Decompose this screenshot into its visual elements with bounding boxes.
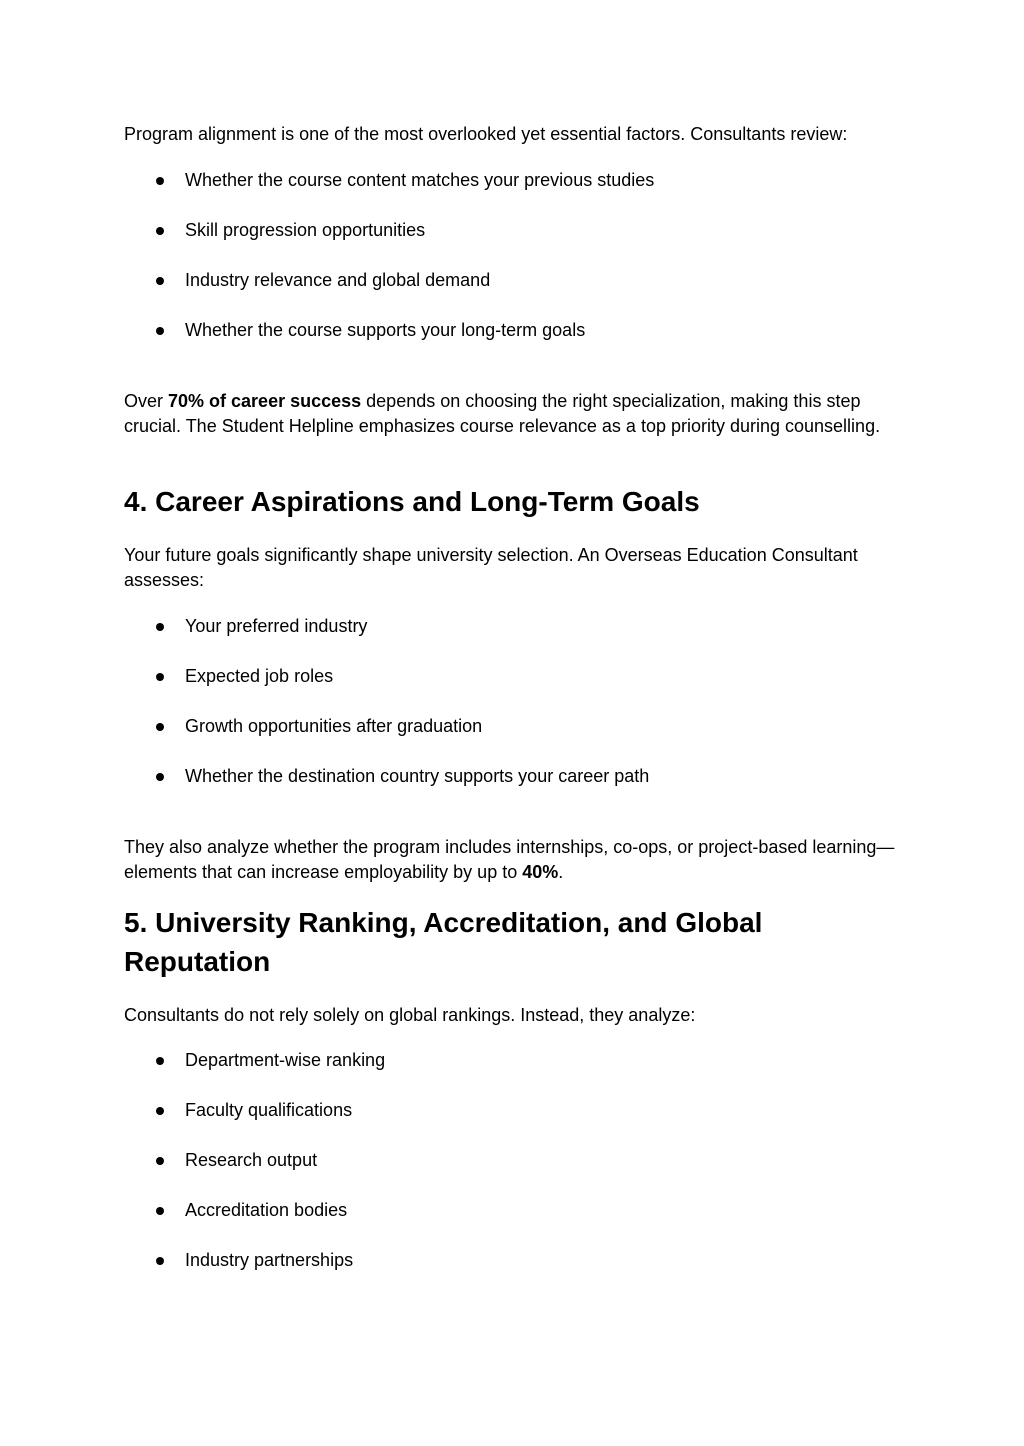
bullet-icon [156,1157,164,1165]
bullet-icon [156,327,164,335]
section4-closing-paragraph: They also analyze whether the program includes internships, co-ops, or project-based learning—elements that can increase employability by up to 40%. [124,837,895,882]
bullet-icon [156,673,164,681]
bullet-icon [156,277,164,285]
bullet-icon [156,1257,164,1265]
bullet-icon [156,177,164,185]
bullet-icon [156,1107,164,1115]
bullet-icon [156,723,164,731]
bullet-icon [156,623,164,631]
section4-heading: 4. Career Aspirations and Long-Term Goals [124,486,700,517]
section5-heading: 5. University Ranking, Accreditation, and Global Reputation [124,907,763,977]
bullet-icon [156,1207,164,1215]
section5-intro: Consultants do not rely solely on global rankings. Instead, they analyze: [124,1005,696,1025]
section3-intro: Program alignment is one of the most overlooked yet essential factors. Consultants review: [124,124,848,144]
bullet-icon [156,773,164,781]
bullet-icon [156,1057,164,1065]
bullet-icon [156,227,164,235]
emphasis-stat: 40% [522,862,559,882]
section4-intro: Your future goals significantly shape university selection. An Overseas Education Consultant assesses: [124,545,858,590]
section3-closing-paragraph: Over 70% of career success depends on choosing the right specialization, making this step crucial. The Student Helpline emphasizes course relevance as a top priority during counselling. [124,391,881,436]
emphasis-stat: 70% of career success [168,391,362,411]
